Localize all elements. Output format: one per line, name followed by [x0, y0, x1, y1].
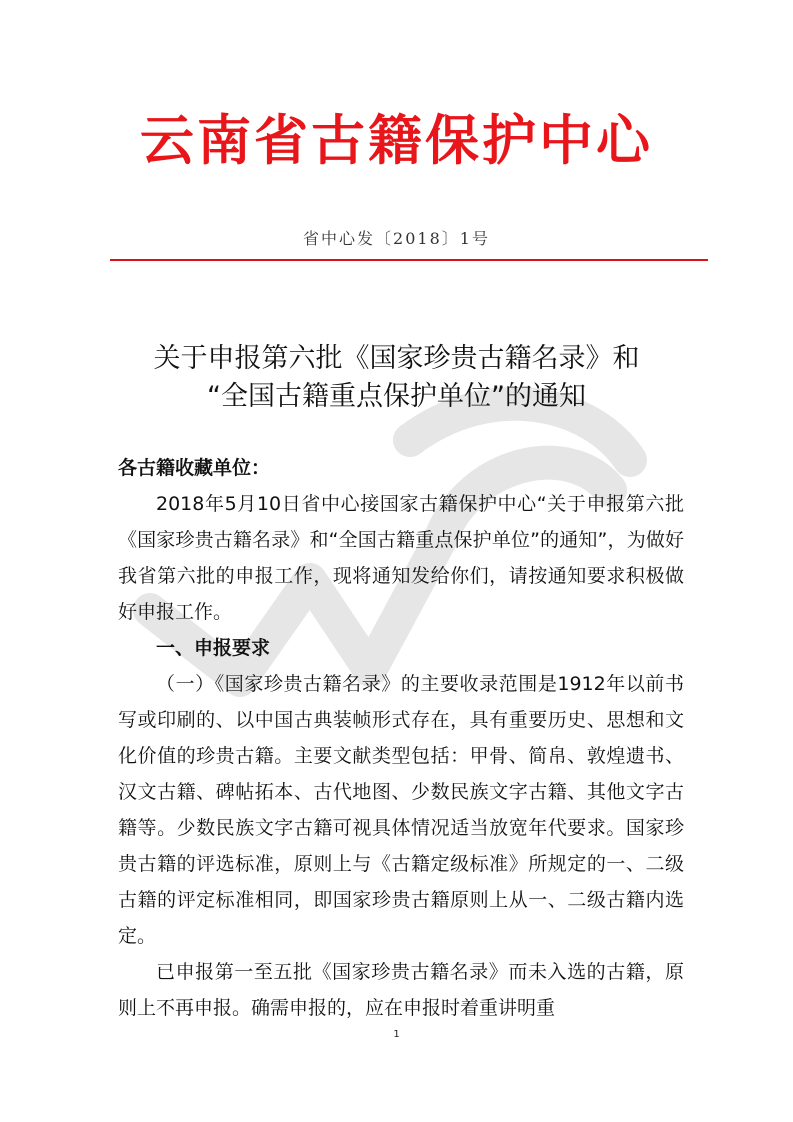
section-heading: 一、申报要求	[156, 637, 271, 659]
document-title-line-1: 关于申报第六批《国家珍贵古籍名录》和	[153, 343, 640, 374]
document-title-line-2: “全国古籍重点保护单位”的通知	[207, 381, 586, 412]
document-title	[80, 340, 713, 416]
body-paragraph: 2018年5月10日省中心接国家古籍保护中心“关于申报第六批《国家珍贵古籍名录》和“全国古籍重点保护单位”的通知”，为做好我省第六批的申报工作，现将通知发给你们，请按通知要求积极做好申报工作。	[118, 493, 684, 623]
organization-header: 云南省古籍保护中心	[140, 108, 653, 172]
document-number: 省中心发〔2018〕1号	[303, 229, 490, 248]
body-paragraph: 已申报第一至五批《国家珍贵古籍名录》而未入选的古籍，原则上不再申报。确需申报的，应在申报时着重讲明重	[118, 961, 684, 1019]
salutation: 各古籍收藏单位：	[118, 457, 271, 479]
document-body	[118, 450, 684, 1026]
header-divider	[110, 259, 708, 261]
body-paragraph: （一）《国家珍贵古籍名录》的主要收录范围是1912年以前书写或印刷的、以中国古典装帧形式存在，具有重要历史、思想和文化价值的珍贵古籍。主要文献类型包括：甲骨、简帛、敦煌遗书、汉文古籍、碑帖拓本、古代地图、少数民族文字古籍、其他文字古籍等。少数民族文字古籍可视具体情况适当放宽年代要求。国家珍贵古籍的评选标准，原则上与《古籍定级标准》所规定的一、二级古籍的评定标准相同，即国家珍贵古籍原则上从一、二级古籍内选定。	[118, 673, 684, 947]
page-number: 1	[393, 1029, 400, 1040]
